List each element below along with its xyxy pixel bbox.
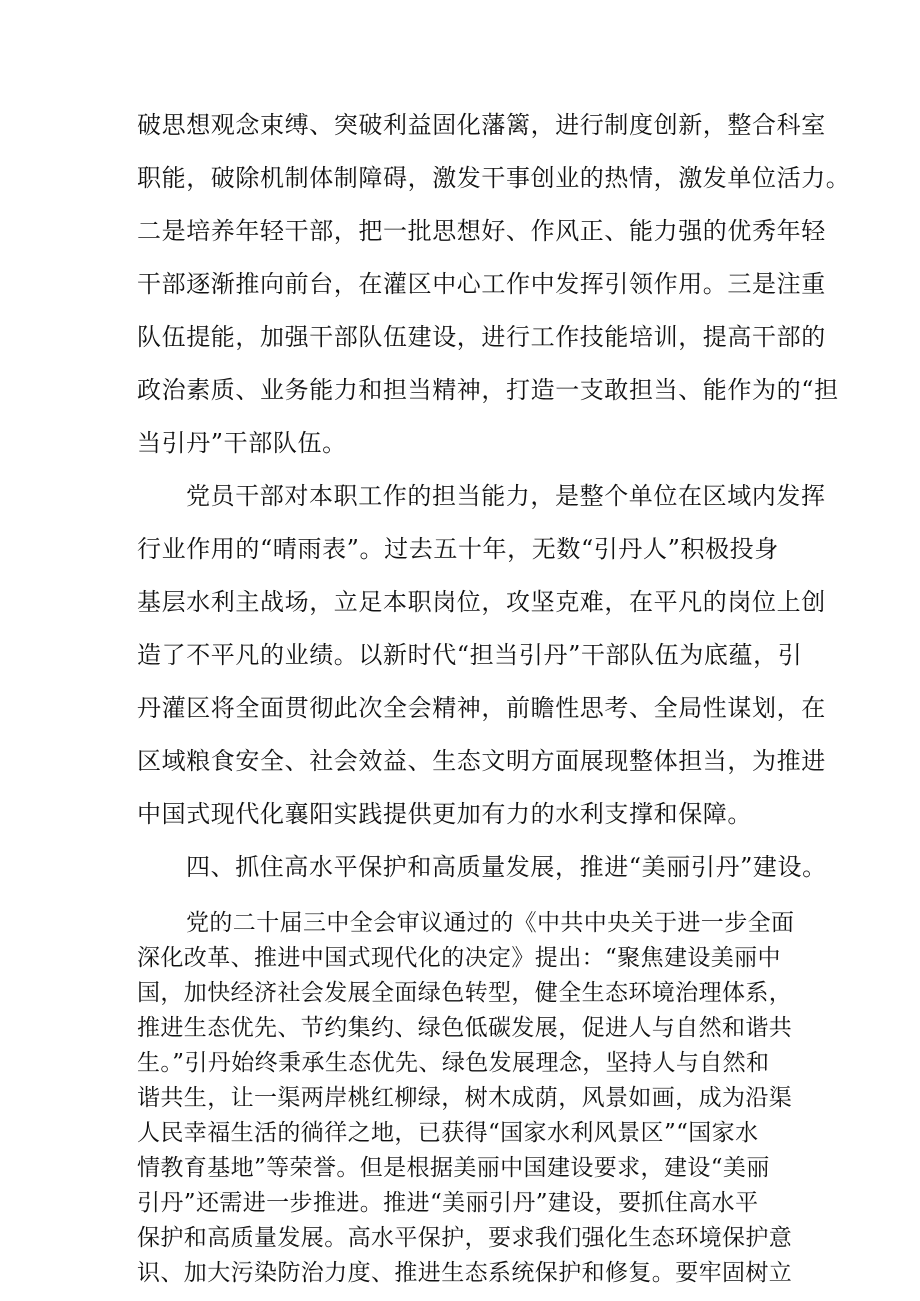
- section-heading-4: 四、抓住高水平保护和高质量发展，推进“美丽引丹”建设。: [186, 853, 827, 881]
- paragraph-3-line-7: 人民幸福生活的徜徉之地，已获得“国家水利风景区”“国家水: [137, 1120, 759, 1146]
- paragraph-1-line-3: 二是培养年轻干部，把一批思想好、作风正、能力强的优秀年轻: [137, 217, 826, 245]
- paragraph-2-line-6: 区域粮食安全、社会效益、生态文明方面展现整体担当，为推进: [137, 747, 826, 775]
- paragraph-3-line-3: 国，加快经济社会发展全面绿色转型，健全生态环境治理体系，: [137, 980, 793, 1006]
- paragraph-1-line-6: 政治素质、业务能力和担当精神，打造一支敢担当、能作为的“担: [137, 376, 839, 404]
- paragraph-2-line-1: 党员干部对本职工作的担当能力，是整个单位在区域内发挥: [186, 482, 826, 510]
- paragraph-3-line-9: 引丹”还需进一步推进。推进“美丽引丹”建设，要抓住高水平: [137, 1190, 759, 1216]
- paragraph-2-line-4: 造了不平凡的业绩。以新时代“担当引丹”干部队伍为底蕴，引: [137, 641, 803, 669]
- paragraph-1-line-2: 职能，破除机制体制障碍，激发干事创业的热情，激发单位活力。: [137, 164, 851, 192]
- paragraph-1-line-4: 干部逐渐推向前台，在灌区中心工作中发挥引领作用。三是注重: [137, 270, 826, 298]
- paragraph-3-line-4: 推进生态优先、节约集约、绿色低碳发展，促进人与自然和谐共: [137, 1015, 793, 1041]
- paragraph-3-line-2: 深化改革、推进中国式现代化的决定》提出：“聚焦建设美丽中: [137, 945, 781, 971]
- paragraph-3-line-6: 谐共生，让一渠两岸桃红柳绿，树木成荫，风景如画，成为沿渠: [137, 1085, 793, 1111]
- paragraph-1-line-5: 队伍提能，加强干部队伍建设，进行工作技能培训，提高干部的: [137, 323, 826, 351]
- paragraph-3-line-1: 党的二十届三中全会审议通过的《中共中央关于进一步全面: [186, 910, 795, 936]
- paragraph-2-line-7: 中国式现代化襄阳实践提供更加有力的水利支撑和保障。: [137, 800, 752, 828]
- paragraph-2-line-2: 行业作用的“晴雨表”。过去五十年，无数“引丹人”积极投身: [137, 535, 779, 563]
- paragraph-2-line-5: 丹灌区将全面贯彻此次全会精神，前瞻性思考、全局性谋划，在: [137, 694, 826, 722]
- paragraph-2-line-3: 基层水利主战场，立足本职岗位，攻坚克难，在平凡的岗位上创: [137, 588, 826, 616]
- paragraph-1-line-1: 破思想观念束缚、突破利益固化藩篱，进行制度创新，整合科室: [137, 111, 826, 139]
- paragraph-3-line-8: 情教育基地”等荣誉。但是根据美丽中国建设要求，建设“美丽: [137, 1155, 770, 1181]
- paragraph-1-line-7: 当引丹”干部队伍。: [137, 429, 347, 457]
- paragraph-3-line-5: 生。”引丹始终秉承生态优先、绿色发展理念，坚持人与自然和: [137, 1050, 770, 1076]
- paragraph-3-line-11: 识、加大污染防治力度、推进生态系统保护和修复。要牢固树立: [137, 1260, 793, 1286]
- paragraph-3-line-10: 保护和高质量发展。高水平保护，要求我们强化生态环境保护意: [137, 1225, 793, 1251]
